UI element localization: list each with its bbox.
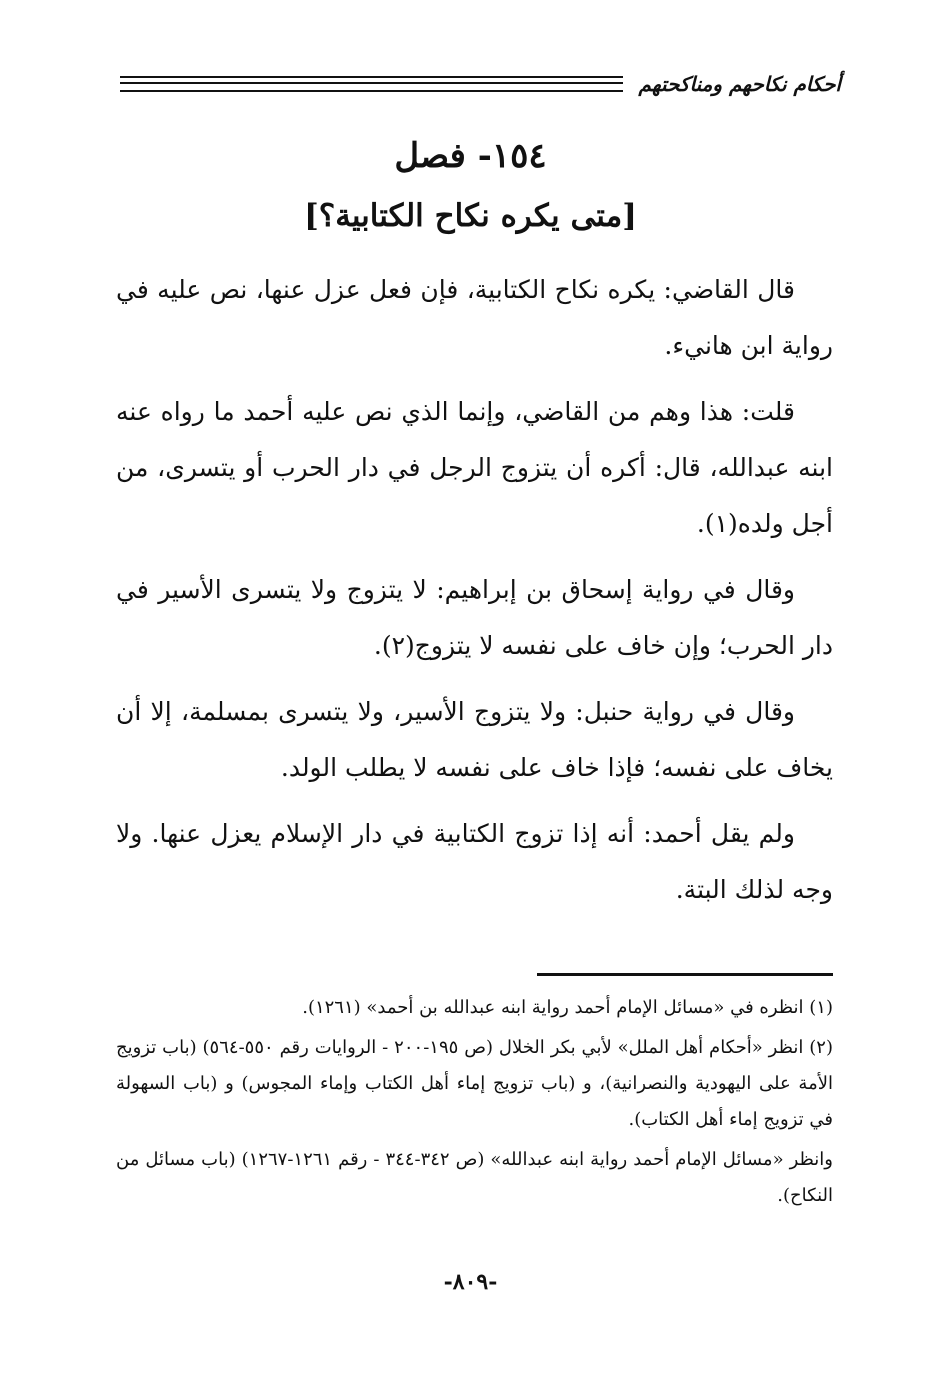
footnote: وانظر «مسائل الإمام أحمد رواية ابنه عبدالله» (ص ٣٤٢-٣٤٤ - رقم ١٢٦١-١٢٦٧) (باب مسائل من النكاح).: [116, 1149, 833, 1206]
paragraph: ولم يقل أحمد: أنه إذا تزوج الكتابية في دار الإسلام يعزل عنها. ولا وجه لذلك البتة.: [116, 819, 833, 904]
chapter-title: ١٥٤- فصل: [394, 136, 547, 176]
footnote-separator: [537, 973, 833, 976]
footnotes: [116, 990, 833, 1218]
page-number: -٨٠٩-: [443, 1269, 498, 1295]
paragraph: وقال في رواية إسحاق بن إبراهيم: لا يتزوج ولا يتسرى الأسير في دار الحرب؛ وإن خاف على نفسه لا يتزوج(٢).: [116, 575, 833, 660]
header-rule-lines: [120, 76, 623, 92]
running-header: [120, 64, 841, 104]
footnote: (٢) انظر «أحكام أهل الملل» لأبي بكر الخلال (ص ١٩٥-٢٠٠ - الروايات رقم ٥٥٠-٥٦٤) (باب تزويج الأمة على اليهودية والنصرانية)، و (باب تزويج إماء أهل الكتاب وإماء المجوس) و (باب السهولة في تزويج إماء أهل الكتاب).: [116, 1037, 833, 1130]
paragraph: قلت: هذا وهم من القاضي، وإنما الذي نص عليه أحمد ما رواه عنه ابنه عبدالله، قال: أكره أن يتزوج الرجل في دار الحرب أو يتسرى، من أجل ولده(١).: [116, 397, 833, 538]
chapter-subtitle: [متى يكره نكاح الكتابية؟]: [304, 198, 637, 234]
paragraph: قال القاضي: يكره نكاح الكتابية، فإن فعل عزل عنها، نص عليه في رواية ابن هانيء.: [116, 275, 833, 360]
running-header-title: أحكام نكاحهم ومناكحتهم: [638, 72, 841, 96]
body-text: [116, 262, 833, 928]
footnote: (١) انظره في «مسائل الإمام أحمد رواية ابنه عبدالله بن أحمد» (١٢٦١).: [302, 997, 833, 1018]
paragraph: وقال في رواية حنبل: ولا يتزوج الأسير، ولا يتسرى بمسلمة، إلا أن يخاف على نفسه؛ فإذا خاف على نفسه لا يطلب الولد.: [116, 697, 833, 782]
